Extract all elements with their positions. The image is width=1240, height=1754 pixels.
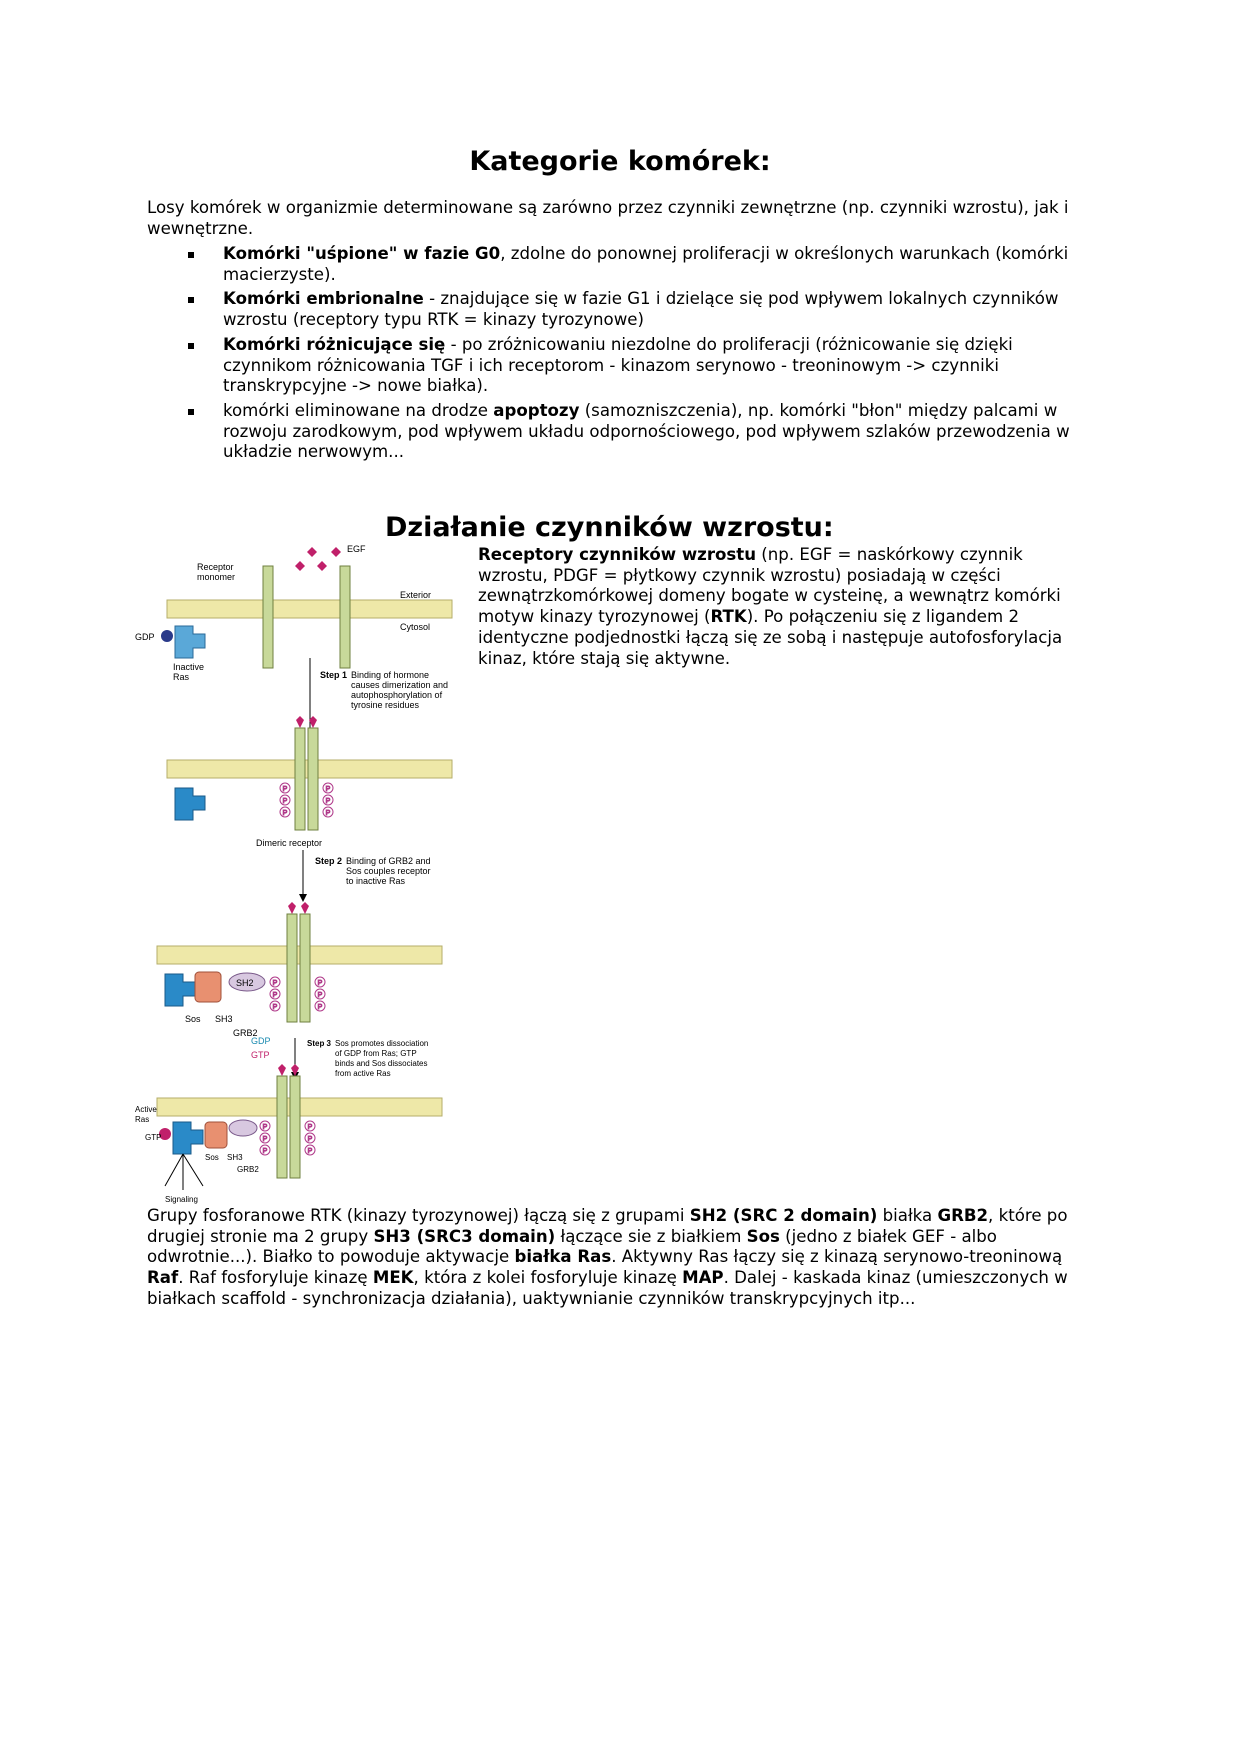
gdp-marker <box>161 630 173 642</box>
rtk-ras-diagram <box>135 538 475 1208</box>
egf-label: EGF <box>347 544 366 554</box>
step1-text: Binding of hormone <box>351 670 430 680</box>
inactive-ras-label: Inactive <box>173 662 205 672</box>
phosphate-groups <box>280 783 333 817</box>
step1-text: tyrosine residues <box>351 700 420 710</box>
sos-protein <box>195 972 221 1002</box>
intro-paragraph: Losy komórek w organizmie determinowane są zarówno przez czynniki zewnętrzne (np. czynniki wzrostu), jak i wewnętrzne. <box>147 198 1069 238</box>
receptor-dimer <box>308 728 318 830</box>
phosphate-label: P <box>325 798 331 805</box>
receptor-label: Receptor <box>197 562 234 572</box>
sos-protein <box>205 1122 227 1148</box>
exterior-label: Exterior <box>400 590 432 600</box>
sh3-label: SH3 <box>227 1153 243 1162</box>
grb2-label: GRB2 <box>237 1165 259 1174</box>
step3-text: Sos promotes dissociation <box>335 1039 429 1048</box>
gtp-label: GTP <box>145 1133 162 1142</box>
sh2-label: SH2 <box>236 978 254 988</box>
step1-label: Step 1 <box>320 670 348 680</box>
ras-protein <box>165 974 195 1006</box>
step1-text: causes dimerization and <box>351 680 449 690</box>
signaling-label: Signaling <box>165 1195 198 1204</box>
cell-category-list <box>178 244 1083 467</box>
phosphate-label: P <box>272 1004 278 1011</box>
list-item: Komórki różnicujące się - po zróżnicowaniu niezdolne do proliferacji (różnicowanie się dzięki czynnikom różnicowania TGF i ich receptorom - kinazom serynowo - treoninowym -> czynniki transkrypcyjne -> nowe białka). <box>178 335 1083 397</box>
egf-ligand <box>295 547 341 571</box>
step1-text: autophosphorylation of <box>351 690 443 700</box>
phosphate-label: P <box>307 1124 313 1131</box>
sos-label: Sos <box>205 1153 219 1162</box>
step2-text: to inactive Ras <box>346 876 406 886</box>
list-item: komórki eliminowane na drodze apoptozy (samozniszczenia), np. komórki "błon" między palcami w rozwoju zarodkowym, pod wpływem układu odpornościowego, pod wpływem szlaków przewodzenia w układzie nerwowym... <box>178 401 1083 463</box>
cytosol-label: Cytosol <box>400 622 431 632</box>
step2-text: Sos couples receptor <box>346 866 431 876</box>
phosphate-label: P <box>262 1148 268 1155</box>
step3-text: from active Ras <box>335 1069 391 1078</box>
receptor-dimer <box>295 728 305 830</box>
gdp-label: GDP <box>251 1036 271 1046</box>
receptor-monomer <box>340 566 350 668</box>
list-item: Komórki "uśpione" w fazie G0, zdolne do ponownej proliferacji w określonych warunkach (komórki macierzyste). <box>178 244 1083 285</box>
phosphate-label: P <box>325 786 331 793</box>
phosphate-label: P <box>307 1136 313 1143</box>
receptor-dimer <box>277 1076 287 1178</box>
step3-text: of GDP from Ras; GTP <box>335 1049 417 1058</box>
phosphate-label: P <box>317 980 323 987</box>
receptor-paragraph: Receptory czynników wzrostu (np. EGF = naskórkowy czynnik wzrostu, PDGF = płytkowy czynnik wzrostu) posiadają w części zewnątrzkomórkowej domeny bogate w cysteinę, a wewnątrz komórki motyw kinazy tyrozynowej (RTK). Po połączeniu się z ligandem 2 identyczne podjednostki łączą się ze sobą i następuje autofosforylacja kinaz, które stają się aktywne. <box>478 545 1063 668</box>
phosphate-label: P <box>282 798 288 805</box>
membrane <box>167 600 452 618</box>
sh3-label: SH3 <box>215 1014 233 1024</box>
step2-label: Step 2 <box>315 856 343 866</box>
receptor-dimer <box>287 914 297 1022</box>
receptor-label: monomer <box>197 572 236 582</box>
inactive-ras-label: Ras <box>173 672 190 682</box>
active-ras <box>173 1122 203 1154</box>
active-ras-label: Active <box>135 1105 157 1114</box>
phosphate-label: P <box>272 980 278 987</box>
phosphate-label: P <box>272 992 278 999</box>
sos-label: Sos <box>185 1014 201 1024</box>
phosphate-label: P <box>282 810 288 817</box>
receptor-monomer <box>263 566 273 668</box>
gtp-label: GTP <box>251 1050 270 1060</box>
phosphate-label: P <box>282 786 288 793</box>
phosphate-label: P <box>307 1148 313 1155</box>
heading-kategorie: Kategorie komórek: <box>469 146 771 177</box>
phosphate-label: P <box>262 1136 268 1143</box>
phosphate-label: P <box>325 810 331 817</box>
step2-text: Binding of GRB2 and <box>346 856 431 866</box>
grb2-label: GRB2 <box>233 1028 258 1038</box>
step3-label: Step 3 <box>307 1039 332 1048</box>
signaling-arrows <box>165 1154 203 1190</box>
dimeric-label: Dimeric receptor <box>255 838 323 848</box>
ras-protein <box>175 626 205 658</box>
receptor-dimer <box>290 1076 300 1178</box>
gdp-label: GDP <box>135 632 155 642</box>
phosphate-label: P <box>317 1004 323 1011</box>
grb2-ras-paragraph: Grupy fosforanowe RTK (kinazy tyrozynowej) łączą się z grupami SH2 (SRC 2 domain) białka GRB2, które po drugiej stronie ma 2 grupy SH3 (SRC3 domain) łączące sie z białkiem Sos (jedno z białek GEF - albo odwrotnie...). Białko to powoduje aktywacje białka Ras. Aktywny Ras łączy się z kinazą serynowo-treoninową Raf. Raf fosforyluje kinazę MEK, która z kolei fosforyluje kinazę MAP. Dalej - kaskada kinaz (umieszczonych w białkach scaffold - synchronizacja działania), uaktywnianie czynników transkrypcyjnych itp... <box>147 1206 1068 1308</box>
heading-dzialanie: Działanie czynników wzrostu: <box>385 512 834 543</box>
step3-text: binds and Sos dissociates <box>335 1059 428 1068</box>
phosphate-label: P <box>317 992 323 999</box>
ras-protein <box>175 788 205 820</box>
active-ras-label: Ras <box>135 1115 150 1124</box>
phosphate-label: P <box>262 1124 268 1131</box>
list-item: Komórki embrionalne - znajdujące się w fazie G1 i dzielące się pod wpływem lokalnych czynników wzrostu (receptory typu RTK = kinazy tyrozynowe) <box>178 289 1083 330</box>
grb2-protein <box>229 1120 257 1136</box>
receptor-dimer <box>300 914 310 1022</box>
